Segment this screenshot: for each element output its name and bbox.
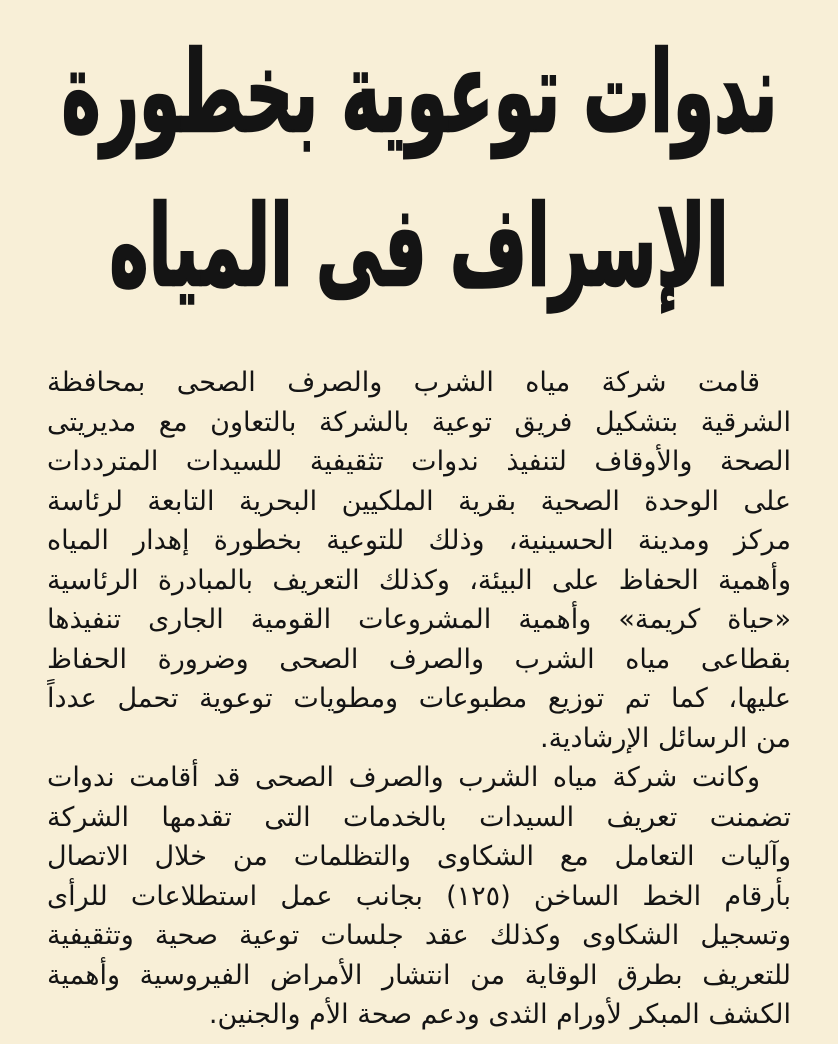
body-line: الكشف المبكر لأورام الثدى ودعم صحة الأم والجنين. (208, 999, 791, 1030)
headline-line-2: الإسراف فى المياه (109, 182, 729, 312)
body-line: وتسجيل الشكاوى وكذلك عقد جلسات توعية صحية وتثقيفية (47, 920, 791, 951)
body-line: عليها، كما تم توزيع مطبوعات ومطويات توعوية تحمل عدداً (47, 683, 791, 714)
body-line: تضمنت تعريف السيدات بالخدمات التى تقدمها الشركة (47, 801, 791, 833)
paragraph-2 (47, 758, 791, 1035)
headline-row-1 (0, 26, 838, 160)
body-line: على الوحدة الصحية بقرية الملكيين البحرية التابعة لرئاسة (47, 485, 791, 517)
body-line: وأهمية الحفاظ على البيئة، وكذلك التعريف بالمبادرة الرئاسية (47, 564, 791, 596)
body-line: الصحة والأوقاف لتنفيذ ندوات تثقيفية للسيدات المترددات (47, 446, 791, 477)
body-line: بقطاعى مياه الشرب والصرف الصحى وضرورة الحفاظ (47, 643, 791, 675)
body-line: مركز ومدينة الحسينية، وذلك للتوعية بخطورة إهدار المياه (47, 525, 791, 556)
headline-row-2 (0, 180, 838, 314)
body-line: بأرقام الخط الساخن (١٢٥) بجانب عمل استطلاعات للرأى (47, 880, 791, 912)
body-line: قامت شركة مياه الشرب والصرف الصحى بمحافظة (47, 367, 760, 398)
body-line: «حياة كريمة» وأهمية المشروعات القومية الجارى تنفيذها (47, 604, 791, 635)
body-line: من الرسائل الإرشادية. (539, 722, 791, 754)
body-line: للتعريف بطرق الوقاية من انتشار الأمراض الفيروسية وأهمية (47, 959, 791, 991)
body-line: وكانت شركة مياه الشرب والصرف الصحى قد أقامت ندوات (47, 762, 760, 793)
body-line: وآليات التعامل مع الشكاوى والتظلمات من خلال الاتصال (47, 841, 791, 872)
body-line: الشرقية بتشكيل فريق توعية بالشركة بالتعاون مع مديريتى (47, 406, 791, 438)
paragraph-1 (47, 363, 791, 758)
headline-line-1: ندوات توعوية بخطورة (61, 28, 777, 158)
article-body (47, 363, 791, 1035)
